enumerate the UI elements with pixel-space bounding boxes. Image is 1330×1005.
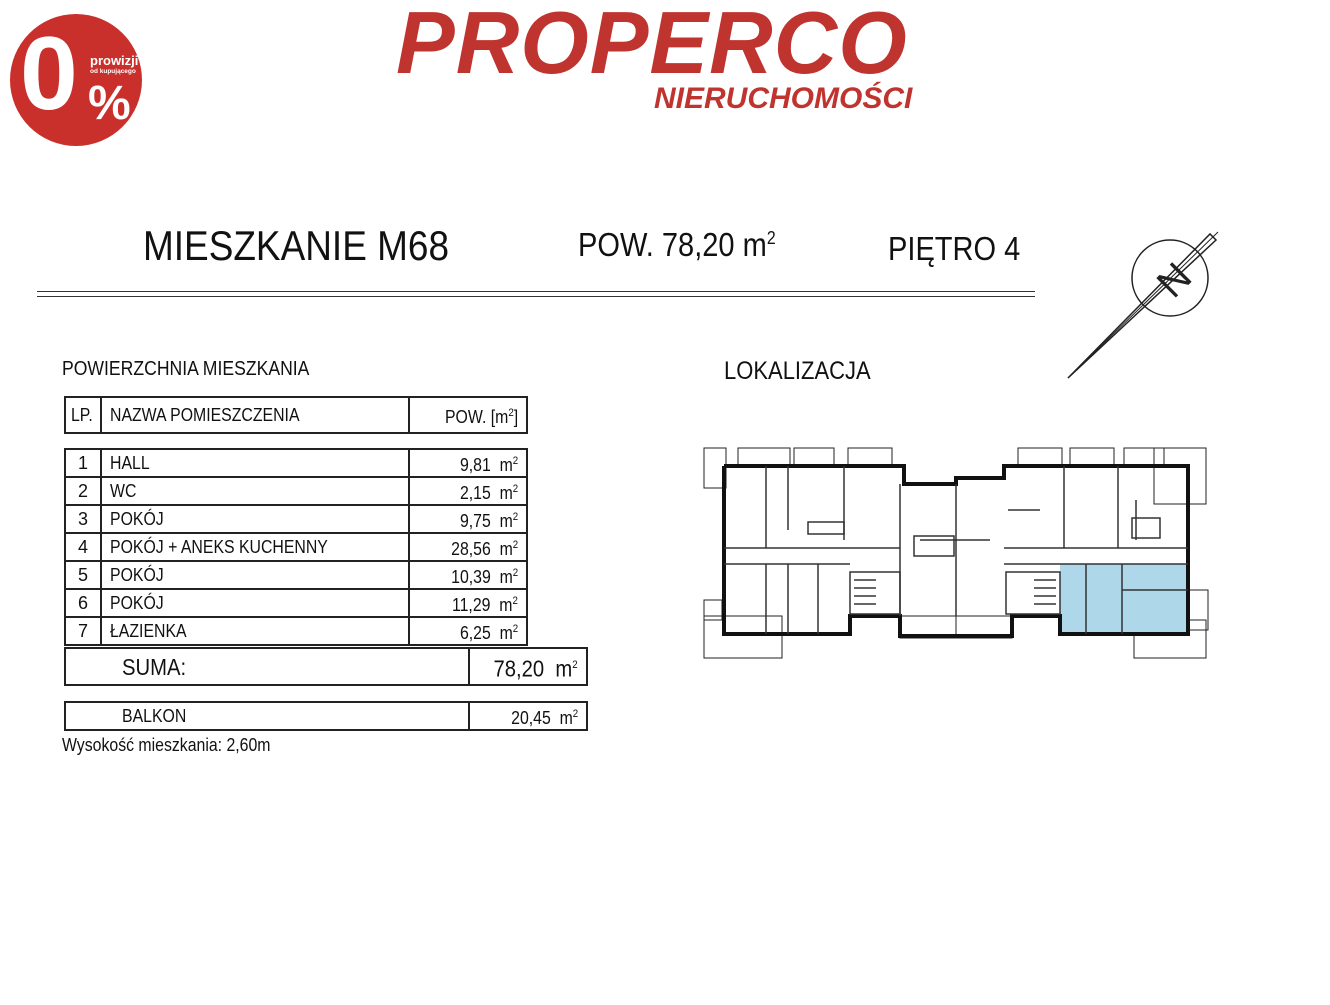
row-lp: 1 bbox=[65, 449, 101, 477]
row-name: HALL bbox=[101, 449, 409, 477]
balcony-area: 20,45 $m^2$ bbox=[469, 702, 587, 730]
row-lp: 2 bbox=[65, 477, 101, 505]
badge-line2: od kupującego bbox=[90, 68, 136, 75]
badge-zero: 0 bbox=[20, 16, 74, 132]
balcony-table bbox=[64, 701, 588, 731]
logo-main: PROPERCO bbox=[396, 0, 908, 92]
row-area: 2,15 $m^2$ bbox=[409, 477, 527, 505]
row-lp: 6 bbox=[65, 589, 101, 617]
row-lp: 5 bbox=[65, 561, 101, 589]
apartment-floor: PIĘTRO 4 bbox=[888, 230, 1021, 267]
header-name: NAZWA POMIESZCZENIA bbox=[101, 397, 409, 433]
row-area: 28,56 $m^2$ bbox=[409, 533, 527, 561]
row-name: POKÓJ bbox=[101, 589, 409, 617]
table-row bbox=[65, 505, 527, 533]
row-lp: 3 bbox=[65, 505, 101, 533]
row-name: WC bbox=[101, 477, 409, 505]
sum-area: 78,20 $m^2$ bbox=[469, 648, 587, 685]
badge-percent: % bbox=[88, 77, 131, 130]
highlighted-apartment bbox=[1060, 564, 1188, 634]
rooms-table-header bbox=[64, 396, 528, 434]
balcony-label: BALKON bbox=[65, 702, 469, 730]
height-note: Wysokość mieszkania: 2,60m bbox=[62, 735, 271, 755]
header-area: POW. $[m^2]$ bbox=[409, 397, 527, 433]
table-row bbox=[65, 561, 527, 589]
floor-plan bbox=[700, 440, 1212, 662]
table-row bbox=[65, 617, 527, 645]
row-area: 9,75 $m^2$ bbox=[409, 505, 527, 533]
sum-label: SUMA: bbox=[65, 648, 469, 685]
row-name: ŁAZIENKA bbox=[101, 617, 409, 645]
north-arrow-icon bbox=[1060, 228, 1220, 383]
compass-label: N bbox=[1148, 254, 1201, 307]
row-area: 10,39 $m^2$ bbox=[409, 561, 527, 589]
header-divider bbox=[37, 296, 1035, 297]
header-divider bbox=[37, 291, 1035, 292]
badge-line1: prowizji bbox=[90, 53, 139, 68]
row-name: POKÓJ + ANEKS KUCHENNY bbox=[101, 533, 409, 561]
sum-table bbox=[64, 647, 588, 686]
apartment-title: MIESZKANIE M68 bbox=[143, 222, 450, 269]
table-row bbox=[65, 477, 527, 505]
table-row bbox=[65, 589, 527, 617]
apartment-area-label: POW. 78,20 m bbox=[578, 226, 767, 263]
apartment-area-sup: 2 bbox=[766, 228, 776, 248]
apartment-area bbox=[578, 226, 776, 264]
table-row bbox=[65, 449, 527, 477]
row-area: 11,29 $m^2$ bbox=[409, 589, 527, 617]
row-lp: 4 bbox=[65, 533, 101, 561]
zero-commission-badge bbox=[10, 14, 142, 146]
row-name: POKÓJ bbox=[101, 505, 409, 533]
rooms-table bbox=[64, 448, 528, 646]
row-lp: 7 bbox=[65, 617, 101, 645]
row-area: 6,25 $m^2$ bbox=[409, 617, 527, 645]
header-lp: LP. bbox=[65, 397, 101, 433]
location-title: LOKALIZACJA bbox=[724, 357, 871, 385]
row-area: 9,81 $m^2$ bbox=[409, 449, 527, 477]
row-name: POKÓJ bbox=[101, 561, 409, 589]
section-title: POWIERZCHNIA MIESZKANIA bbox=[62, 358, 310, 380]
logo-sub: NIERUCHOMOŚCI bbox=[654, 82, 913, 115]
table-row bbox=[65, 533, 527, 561]
